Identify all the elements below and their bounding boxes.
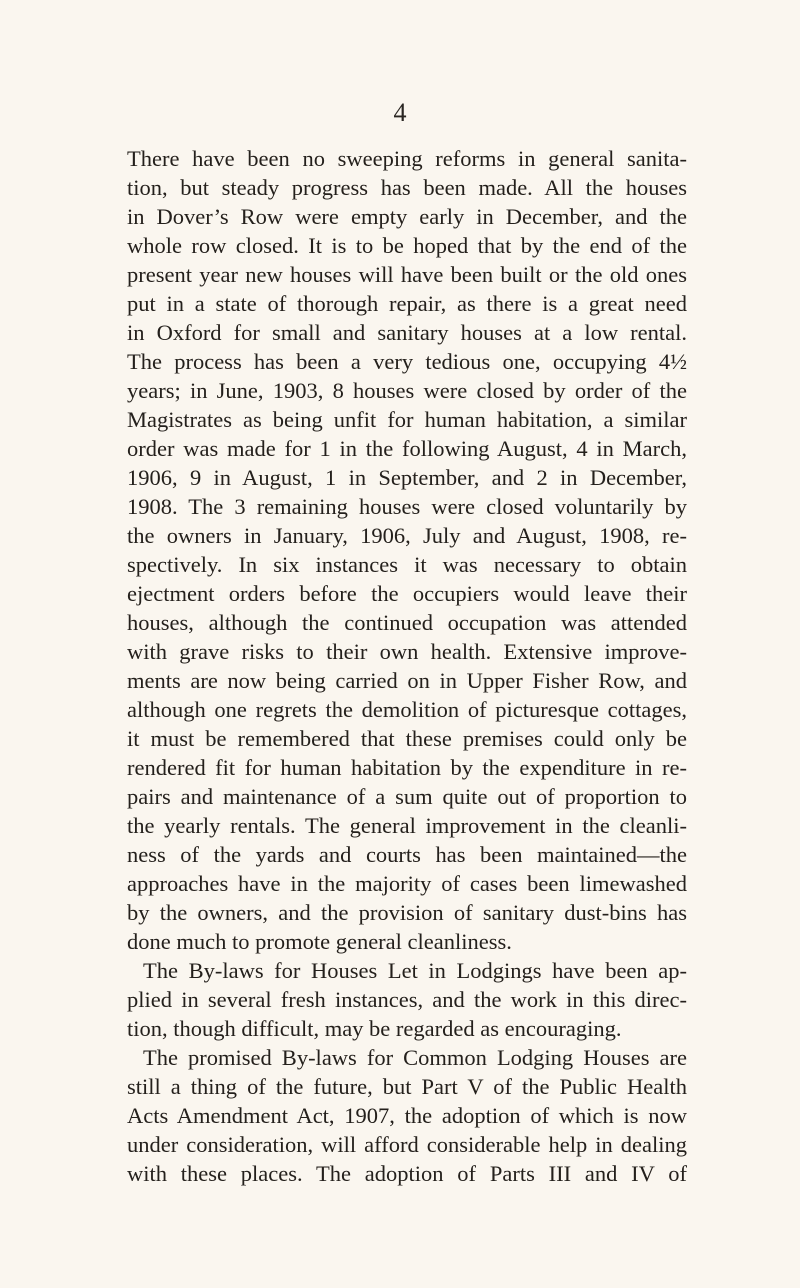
text-line: 1908. The 3 remaining houses were closed voluntarily by — [127, 494, 687, 519]
text-line: The promised By-laws for Common Lodging Houses are — [143, 1045, 687, 1070]
text-line: rendered fit for human habitation by the expenditure in re- — [127, 755, 687, 780]
text-line: There have been no sweeping reforms in general sanita- — [127, 146, 687, 171]
text-line: it must be remembered that these premises could only be — [127, 726, 687, 751]
text-line: years; in June, 1903, 8 houses were closed by order of the — [127, 378, 687, 403]
text-line: plied in several fresh instances, and the work in this direc- — [127, 987, 687, 1012]
text-line: the owners in January, 1906, July and August, 1908, re- — [127, 523, 687, 548]
text-line: the yearly rentals. The general improvement in the cleanli- — [127, 813, 687, 838]
text-line: present year new houses will have been built or the old ones — [127, 262, 687, 287]
text-line: in Oxford for small and sanitary houses at a low rental. — [127, 320, 687, 345]
text-line: ness of the yards and courts has been maintained—the — [127, 842, 687, 867]
text-line: pairs and maintenance of a sum quite out of proportion to — [127, 784, 687, 809]
text-line: with these places. The adoption of Parts III and IV of — [127, 1161, 687, 1186]
text-line: 1906, 9 in August, 1 in September, and 2 in December, — [127, 465, 687, 490]
text-line: order was made for 1 in the following August, 4 in March, — [127, 436, 687, 461]
text-line: Acts Amendment Act, 1907, the adoption of which is now — [127, 1103, 687, 1128]
text-line: still a thing of the future, but Part V of the Public Health — [127, 1074, 687, 1099]
body-text — [127, 144, 687, 1188]
text-line: approaches have in the majority of cases been limewashed — [127, 871, 687, 896]
text-line: ejectment orders before the occupiers would leave their — [127, 581, 687, 606]
text-line: The By-laws for Houses Let in Lodgings have been ap- — [143, 958, 687, 983]
text-line: tion, but steady progress has been made. All the houses — [127, 175, 687, 200]
page-number: 4 — [393, 98, 407, 127]
text-line: spectively. In six instances it was necessary to obtain — [127, 552, 687, 577]
text-line: done much to promote general cleanliness. — [127, 929, 512, 954]
text-line: ments are now being carried on in Upper Fisher Row, and — [127, 668, 687, 693]
text-line: whole row closed. It is to be hoped that by the end of the — [127, 233, 687, 258]
text-line: in Dover’s Row were empty early in December, and the — [127, 204, 687, 229]
text-line: by the owners, and the provision of sanitary dust-bins has — [127, 900, 687, 925]
text-line: under consideration, will afford considerable help in dealing — [127, 1132, 687, 1157]
text-line: with grave risks to their own health. Extensive improve- — [127, 639, 687, 664]
text-line: Magistrates as being unfit for human habitation, a similar — [127, 407, 687, 432]
text-line: put in a state of thorough repair, as there is a great need — [127, 291, 687, 316]
text-line: The process has been a very tedious one, occupying 4½ — [127, 349, 687, 374]
text-line: houses, although the continued occupation was attended — [127, 610, 687, 635]
text-line: although one regrets the demolition of picturesque cottages, — [127, 697, 687, 722]
text-line: tion, though difficult, may be regarded as encouraging. — [127, 1016, 622, 1041]
